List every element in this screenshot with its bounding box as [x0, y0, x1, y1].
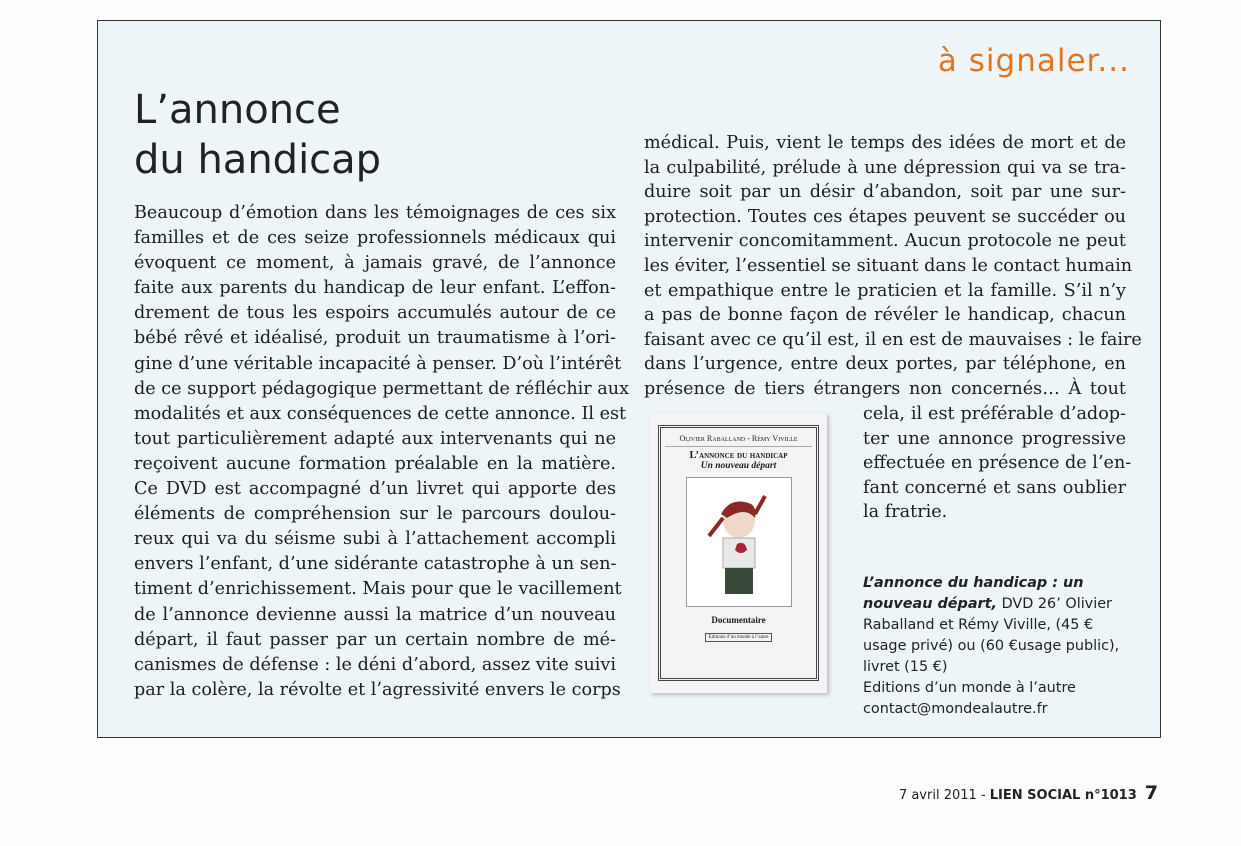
caption-title: L’annonce du handicap : un nouveau départ,	[863, 575, 1084, 612]
text-line: reux qui va du séisme subi à l’attachement accompli	[134, 529, 616, 550]
page-footer	[899, 782, 1158, 804]
cover-genre: Documentaire	[711, 615, 766, 625]
text-line: intervenir concomitamment. Aucun protocole ne peut	[644, 231, 1126, 252]
text-line: drement de tous les espoirs accumulés autour de ce	[134, 303, 616, 324]
left-column	[134, 201, 630, 703]
text-line: les éviter, l’essentiel se situant dans le contact humain	[644, 255, 1133, 276]
text-line: et empathique entre le praticien et la famille. S’il n’y	[644, 280, 1126, 301]
title-line: L’annonce	[134, 87, 341, 133]
text-line: effectuée en présence de l’en-	[863, 453, 1132, 474]
cover-authors: Olivier Raballand - Rémy Viville	[665, 434, 812, 447]
section-label: à signaler...	[937, 43, 1130, 79]
text-line: de l’annonce devienne aussi la matrice d’un nouveau	[134, 604, 616, 625]
caption-publisher: Editions d’un monde à l’autre	[863, 680, 1076, 696]
text-line: éléments de compréhension sur le parcours doulou-	[134, 504, 616, 525]
text-line: dans l’urgence, entre deux portes, par téléphone, en	[644, 354, 1126, 375]
text-line: reçoivent aucune formation préalable en la matière.	[134, 453, 616, 474]
text-line: modalités et aux conséquences de cette annonce. Il est	[134, 403, 627, 424]
title-line: du handicap	[134, 137, 382, 183]
girl-illustration	[686, 477, 792, 607]
text-line: Beaucoup d’émotion dans les témoignages de ces six	[134, 203, 616, 223]
text-line: la fratrie.	[863, 502, 948, 523]
text-line: envers l’enfant, d’une sidérante catastrophe à un sen-	[134, 554, 617, 575]
text-line: canismes de défense : le déni d’abord, assez vite suivi	[134, 654, 616, 675]
text-line: familles et de ces seize professionnels médicaux qui	[134, 228, 616, 249]
right-column	[644, 131, 1142, 402]
text-line: duire soit par un désir d’abandon, soit par une sur-	[644, 182, 1126, 203]
text-line: Ce DVD est accompagné d’un livret qui apporte des	[134, 479, 616, 500]
text-line: par la colère, la révolte et l’agressivité envers le corps	[134, 679, 621, 700]
cover-subtitle: Un nouveau départ	[700, 461, 777, 471]
text-line: la culpabilité, prélude à une dépression qui va se tra-	[644, 157, 1126, 178]
text-line: faite aux parents du handicap de leur enfant. L’effon-	[134, 278, 616, 299]
text-line: médical. Puis, vient le temps des idées de mort et de	[644, 133, 1126, 153]
text-line: tout particulièrement adapté aux intervenants qui ne	[134, 428, 616, 449]
caption-details: DVD 26’ Olivier Raballand et Rémy Viville, (45 € usage privé) ou (60 €usage public), livret (15 €)	[863, 596, 1120, 675]
text-line: cela, il est préférable d’adop-	[863, 404, 1126, 424]
footer-publication: LIEN SOCIAL n°1013	[989, 788, 1137, 803]
article-title	[134, 85, 381, 185]
text-line: de ce support pédagogique permettant de réfléchir aux	[134, 378, 630, 399]
text-line: timent d’enrichissement. Mais pour que le vacillement	[134, 579, 622, 600]
cover-publisher-logo: Éditions d’un monde à l’autre	[705, 633, 773, 642]
text-line: départ, il faut passer par un certain nombre de mé-	[134, 629, 616, 650]
caption-contact-email[interactable]: contact@mondealautre.fr	[863, 701, 1048, 717]
dvd-cover-image	[650, 413, 827, 693]
text-line: faisant avec ce qu’il est, il en est de mauvaises : le faire	[644, 329, 1142, 350]
cover-title: L’annonce du handicap	[689, 450, 788, 461]
dvd-caption	[863, 573, 1133, 720]
text-line: évoquent ce moment, à jamais gravé, de l’annonce	[134, 253, 616, 274]
text-line: gine d’une véritable incapacité à penser. D’où l’intérêt	[134, 353, 622, 374]
text-line: a pas de bonne façon de révéler le handicap, chacun	[644, 305, 1126, 326]
footer-date: 7 avril 2011 -	[898, 788, 990, 803]
text-line: bébé rêvé et idéalisé, produit un traumatisme à l’ori-	[134, 328, 616, 349]
text-line: fant concerné et sans oublier	[863, 477, 1126, 498]
text-line: protection. Toutes ces étapes peuvent se succéder ou	[644, 206, 1126, 227]
text-line: présence de tiers étrangers non concernés… À tout	[644, 378, 1126, 399]
text-line: ter une annonce progressive	[863, 428, 1126, 449]
right-column-indented	[863, 402, 1132, 525]
page-number: 7	[1144, 782, 1158, 804]
article-panel	[97, 20, 1161, 738]
